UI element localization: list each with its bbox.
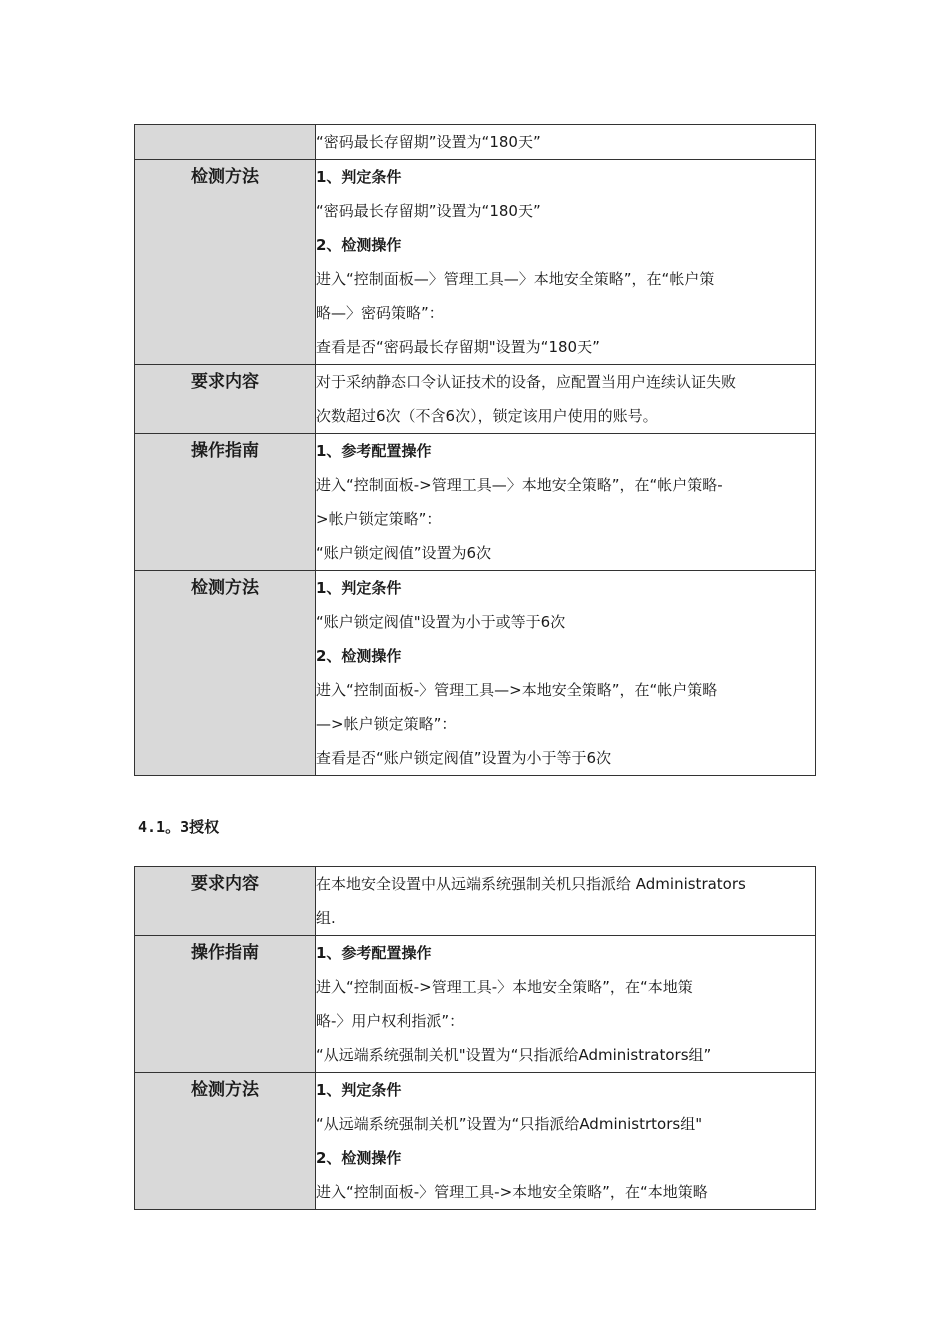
content-line: 进入“控制面板-〉管理工具—>本地安全策略”，在“帐户策略	[316, 681, 718, 699]
table-row	[135, 434, 816, 571]
content-line: “账户锁定阀值”设置为6次	[316, 544, 492, 562]
content-line: 2、检测操作	[316, 1149, 402, 1167]
requirements-table-2	[134, 866, 816, 1210]
row-label: 要求内容	[191, 372, 259, 392]
content-line: 2、检测操作	[316, 647, 402, 665]
content-line: “从远端系统强制关机”设置为“只指派给Administrtors组"	[316, 1115, 703, 1133]
content-line: 查看是否“密码最长存留期"设置为“180天”	[316, 338, 600, 356]
requirements-table-1	[134, 124, 816, 776]
table-row	[135, 936, 816, 1073]
content-line: 组.	[316, 909, 336, 927]
content-line: 次数超过6次（不含6次），锁定该用户使用的账号。	[316, 407, 658, 425]
row-label: 检测方法	[191, 1080, 259, 1100]
row-label-cell	[135, 1073, 316, 1210]
table-row	[135, 125, 816, 160]
row-label-cell	[135, 365, 316, 434]
content-line: 2、检测操作	[316, 236, 402, 254]
row-label-cell	[135, 936, 316, 1073]
row-label: 检测方法	[191, 578, 259, 598]
content-line: 进入“控制面板->管理工具-〉本地安全策略”，在“本地策	[316, 978, 693, 996]
row-content-cell	[316, 1073, 816, 1210]
content-line: 略—〉密码策略”：	[316, 304, 444, 322]
section-title: 授权	[189, 818, 220, 836]
row-content-cell	[316, 365, 816, 434]
content-line: —>帐户锁定策略”：	[316, 715, 457, 733]
row-content-cell	[316, 434, 816, 571]
row-content-cell	[316, 571, 816, 776]
row-label-cell	[135, 571, 316, 776]
row-label-cell	[135, 125, 316, 160]
row-label: 要求内容	[191, 874, 259, 894]
row-content-cell	[316, 160, 816, 365]
content-line: 对于采纳静态口令认证技术的设备，应配置当用户连续认证失败	[316, 373, 737, 391]
table-row	[135, 571, 816, 776]
row-content-cell	[316, 867, 816, 936]
table-row	[135, 160, 816, 365]
row-label-cell	[135, 867, 316, 936]
row-content-cell	[316, 936, 816, 1073]
content-line: 进入“控制面板—〉管理工具—〉本地安全策略”，在“帐户策	[316, 270, 715, 288]
row-label: 检测方法	[191, 167, 259, 187]
content-line: 进入“控制面板-〉管理工具->本地安全策略”，在“本地策略	[316, 1183, 708, 1201]
content-line: 查看是否“账户锁定阀值”设置为小于等于6次	[316, 749, 612, 767]
content-line: 1、判定条件	[316, 1081, 402, 1099]
content-line: 进入“控制面板->管理工具—〉本地安全策略”，在“帐户策略-	[316, 476, 723, 494]
content-line: 1、参考配置操作	[316, 944, 432, 962]
content-line: “密码最长存留期”设置为“180天”	[316, 202, 541, 220]
content-line: 在本地安全设置中从远端系统强制关机只指派给 Administrators	[316, 875, 746, 893]
table-row	[135, 867, 816, 936]
content-line: “从远端系统强制关机"设置为“只指派给Administrators组”	[316, 1046, 712, 1064]
content-line: “账户锁定阀值"设置为小于或等于6次	[316, 613, 566, 631]
row-label: 操作指南	[191, 441, 259, 461]
table-row	[135, 1073, 816, 1210]
content-line: 略-〉用户权利指派”：	[316, 1012, 465, 1030]
content-line: >帐户锁定策略”：	[316, 510, 442, 528]
content-line: 1、判定条件	[316, 168, 402, 186]
row-label-cell	[135, 434, 316, 571]
table-row	[135, 365, 816, 434]
section-heading	[138, 812, 219, 842]
row-label-cell	[135, 160, 316, 365]
content-line: 1、参考配置操作	[316, 442, 432, 460]
section-number: 4.1。3	[138, 818, 190, 836]
row-label: 操作指南	[191, 943, 259, 963]
row-content-cell	[316, 125, 816, 160]
content-line: 1、判定条件	[316, 579, 402, 597]
content-line: “密码最长存留期”设置为“180天”	[316, 133, 541, 151]
